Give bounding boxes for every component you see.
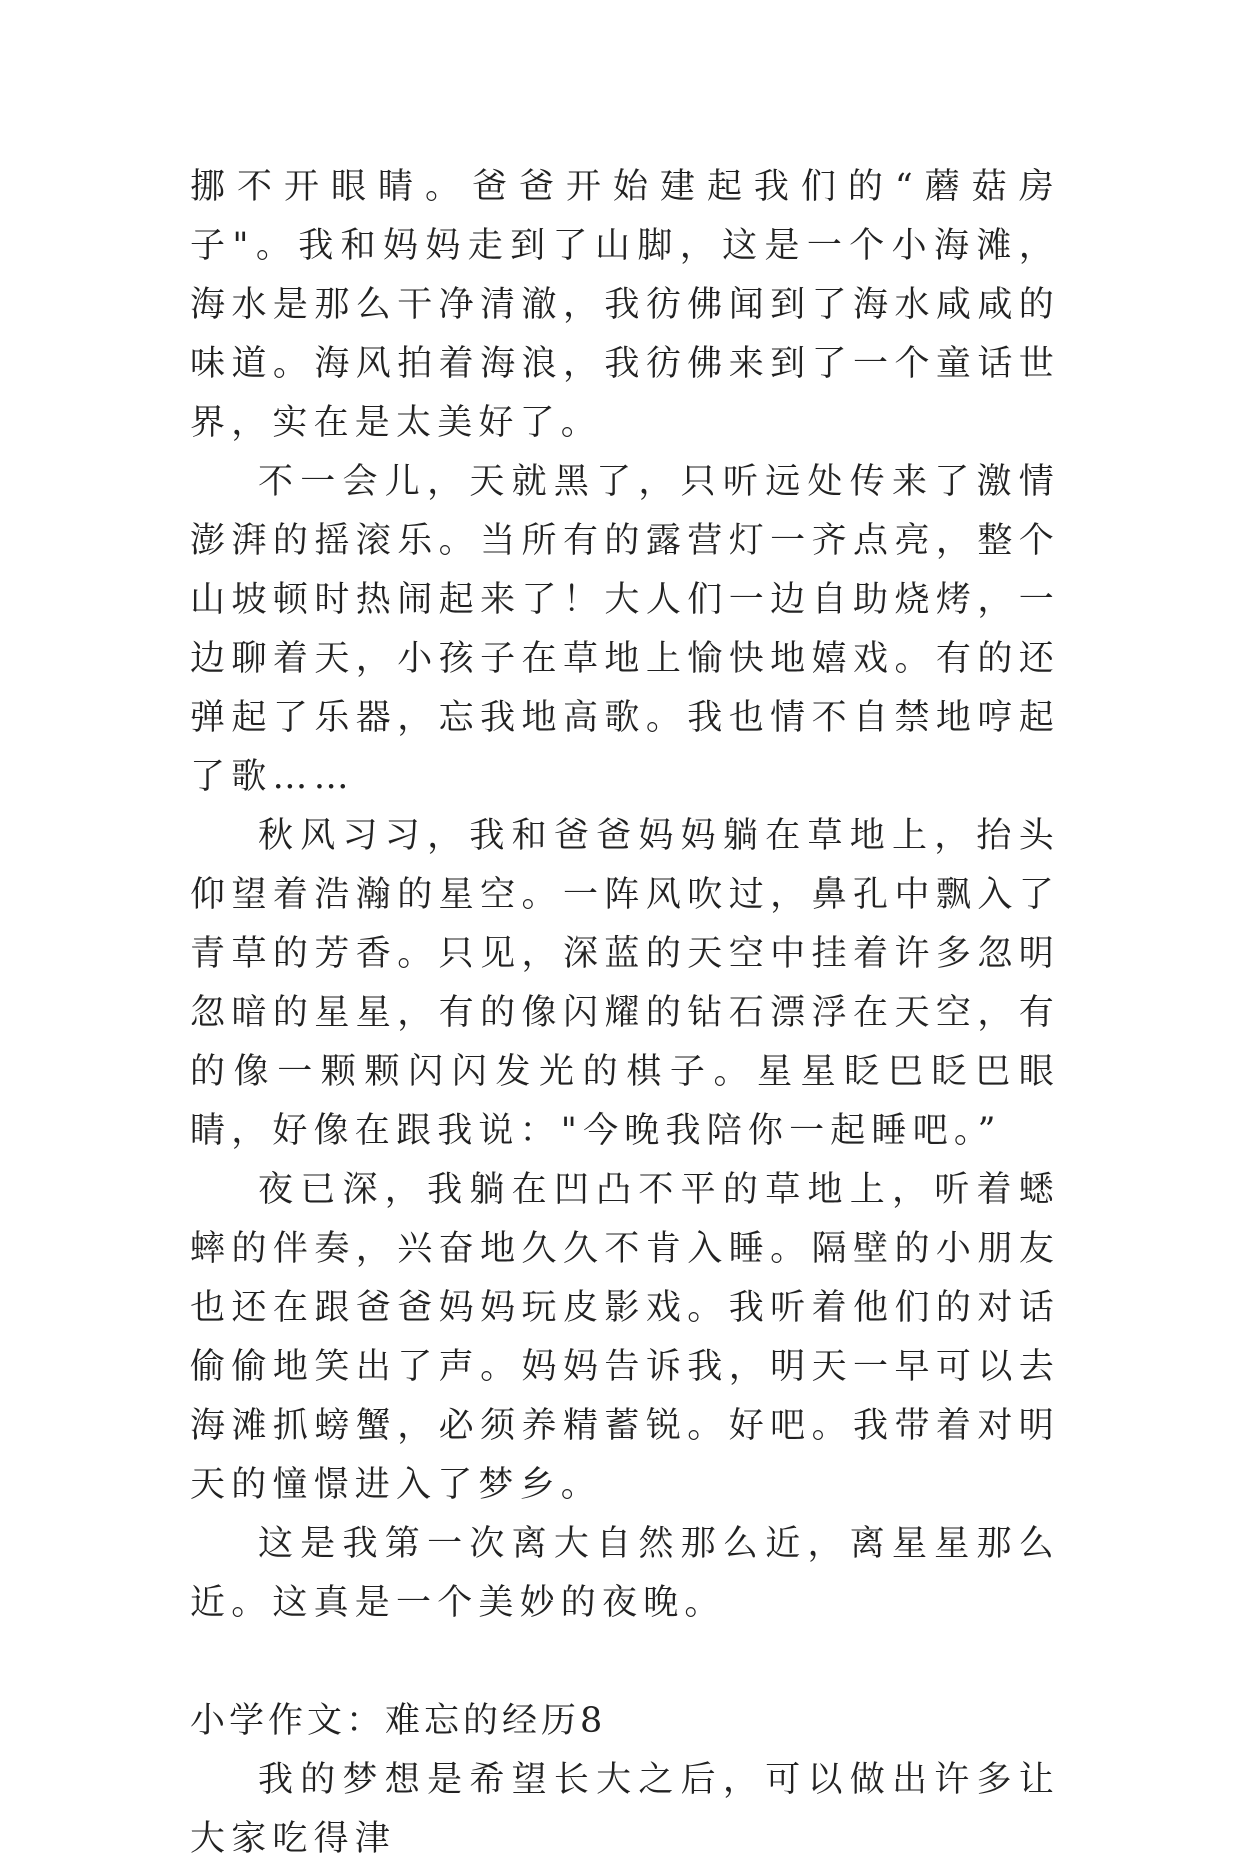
document-body <box>190 158 1060 1869</box>
paragraph-5: 这是我第一次离大自然那么近，离星星那么近。这真是一个美妙的夜晚。 <box>190 1524 1060 1623</box>
paragraph-2: 不一会儿，天就黑了，只听远处传来了激情澎湃的摇滚乐。当所有的露营灯一齐点亮，整个山坡顿时热闹起来了！大人们一边自助烧烤，一边聊着天，小孩子在草地上愉快地嬉戏。有的还弹起了乐器，忘我地高歌。我也情不自禁地哼起了歌…… <box>190 462 1060 797</box>
paragraph-4: 夜已深，我躺在凹凸不平的草地上，听着蟋蟀的伴奏，兴奋地久久不肯入睡。隔壁的小朋友也还在跟爸爸妈妈玩皮影戏。我听着他们的对话偷偷地笑出了声。妈妈告诉我，明天一早可以去海滩抓螃蟹，必须养精蓄锐。好吧。我带着对明天的憧憬进入了梦乡。 <box>190 1170 1060 1505</box>
paragraph-1: 挪不开眼睛。爸爸开始建起我们的“蘑菇房子"。我和妈妈走到了山脚，这是一个小海滩，海水是那么干净清澈，我彷佛闻到了海水咸咸的味道。海风拍着海浪，我彷佛来到了一个童话世界，实在是太美好了。 <box>190 167 1060 443</box>
section-title: 小学作文：难忘的经历8 <box>190 1701 607 1741</box>
paragraph-6: 我的梦想是希望长大之后，可以做出许多让大家吃得津 <box>190 1760 1060 1859</box>
paragraph-3: 秋风习习，我和爸爸妈妈躺在草地上，抬头仰望着浩瀚的星空。一阵风吹过，鼻孔中飘入了青草的芳香。只见，深蓝的天空中挂着许多忽明忽暗的星星，有的像闪耀的钻石漂浮在天空，有的像一颗颗闪闪发光的棋子。星星眨巴眨巴眼睛，好像在跟我说："今晚我陪你一起睡吧。” <box>190 816 1060 1151</box>
